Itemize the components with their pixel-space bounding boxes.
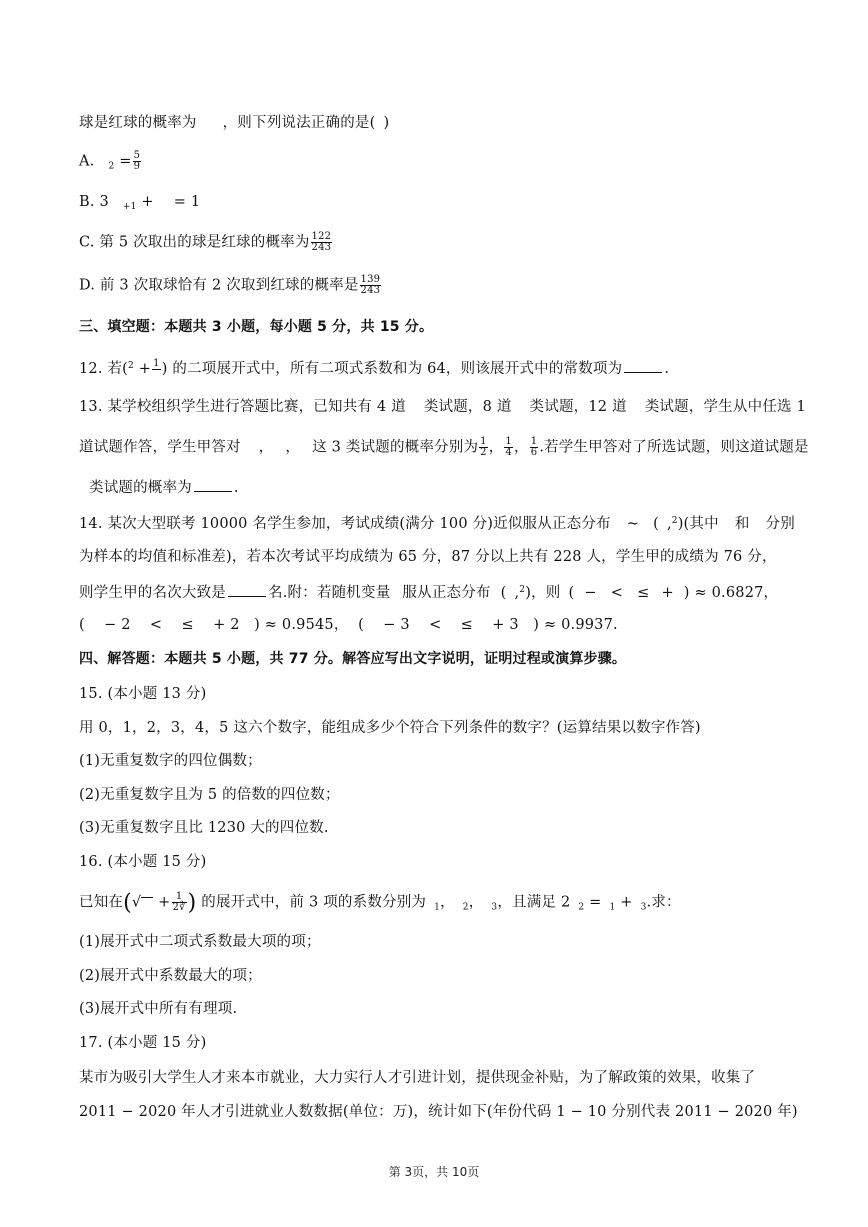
fraction: $\frac{1}{2}$ — [480, 436, 487, 458]
q13-line-2: 道试题作答，学生甲答对 ， ， 这 3 类试题的概率分别为 $\frac{1}{2}$ ， $\frac{1}{4}$ ， $\frac{1}{6}$ .若学生甲答对了所选试题，则这道试题是 — [79, 436, 809, 458]
q11-option-c: C. 第 5 次取出的球是红球的概率为 $\frac{122}{243}$ — [79, 231, 332, 253]
q17-line-2: 2011 − 2020 年人才引进就业人数数据(单位：万)，统计如下(年份代码 1 − 10 分别代表 2011 − 2020 年) — [79, 1104, 798, 1120]
section-heading-fill-in: 三、填空题：本题共 3 小题，每小题 5 分，共 15 分。 — [79, 319, 434, 335]
fraction: $\frac{139}{243}$ — [360, 274, 381, 296]
fraction: 1 — [153, 357, 160, 369]
q11-option-d: D. 前 3 次取球恰有 2 次取到红球的概率是 $\frac{139}{243}$ — [79, 274, 381, 296]
q15-part-3: (3)无重复数字且比 1230 大的四位数. — [79, 820, 329, 836]
section-heading-solutions: 四、解答题：本题共 5 小题，共 77 分。解答应写出文字说明，证明过程或演算步骤。 — [79, 651, 627, 667]
q16-part-1: (1)展开式中二项式系数最大项的项； — [79, 934, 321, 950]
q11-option-b: B. 3 $_{+1}$ + = 1 — [79, 194, 201, 212]
q15-stem: 用 0，1，2，3，4，5 这六个数字，能组成多少个符合下列条件的数字？(运算结果以数字作答) — [79, 720, 701, 736]
q14-line-2: 为样本的均值和标准差)，若本次考试平均成绩为 65 分，87 分以上共有 228 人，学生甲的成绩为 76 分， — [79, 549, 777, 565]
fraction: $\frac{1}{2∛}$ — [172, 891, 186, 913]
q11-stem: 球是红球的概率为 ，则下列说法正确的是( ) — [79, 115, 390, 131]
fraction: $\frac{122}{243}$ — [311, 231, 332, 253]
q17-heading: 17. (本小题 15 分) — [79, 1035, 207, 1051]
answer-blank — [194, 479, 232, 492]
q15-part-2: (2)无重复数字且为 5 的倍数的四位数； — [79, 787, 340, 803]
q13-line-1: 13. 某学校组织学生进行答题比赛，已知共有 4 道 类试题，8 道 类试题，12 道 类试题，学生从中任选 1 — [79, 399, 806, 415]
answer-blank — [228, 584, 266, 597]
q16-part-2: (2)展开式中系数最大的项； — [79, 968, 262, 984]
q14-line-4: ( − 2 < ≤ + 2 ) ≈ 0.9545， ( − 3 < ≤ + 3 ) ≈ 0.9937. — [79, 617, 618, 633]
q15-heading: 15. (本小题 13 分) — [79, 686, 207, 702]
q11-option-a: A. $_2$ = $\frac{5}{9}$ — [79, 150, 141, 172]
q13-line-3: 类试题的概率为 . — [89, 480, 239, 496]
page-footer: 第 3页，共 10页 — [388, 1165, 480, 1179]
q14-line-3: 则学生甲的名次大致是 名.附：若随机变量 服从正态分布 ( ,$^2$)，则 ( − < ≤ + ) ≈ 0.6827， — [79, 585, 779, 601]
q16-stem: 已知在(√ + $\frac{1}{2∛}$ ) 的展开式中，前 3 项的系数分别为 $_1$， $_2$， $_3$，且满足 2 $_2$ = $_1$ + $_3$.求： — [79, 890, 681, 916]
fraction: $\frac{1}{4}$ — [505, 436, 512, 458]
q15-part-1: (1)无重复数字的四位偶数； — [79, 753, 262, 769]
q17-line-1: 某市为吸引大学生人才来本市就业，大力实行人才引进计划，提供现金补贴，为了解政策的效果，收集了 — [79, 1070, 756, 1086]
answer-blank — [624, 360, 662, 373]
q16-heading: 16. (本小题 15 分) — [79, 854, 207, 870]
fraction: $\frac{5}{9}$ — [133, 150, 141, 172]
q12-stem: 12. 若($^2$ + 1 ) 的二项展开式中，所有二项式系数和为 64，则该展开式中的常数项为 . — [79, 356, 669, 380]
q14-line-1: 14. 某次大型联考 10000 名学生参加，考试成绩(满分 100 分)近似服从正态分布 ~ ( ,$^2$)(其中 和 分别 — [79, 516, 795, 532]
fraction: $\frac{1}{6}$ — [530, 436, 538, 458]
q16-part-3: (3)展开式中所有有理项. — [79, 1001, 238, 1017]
